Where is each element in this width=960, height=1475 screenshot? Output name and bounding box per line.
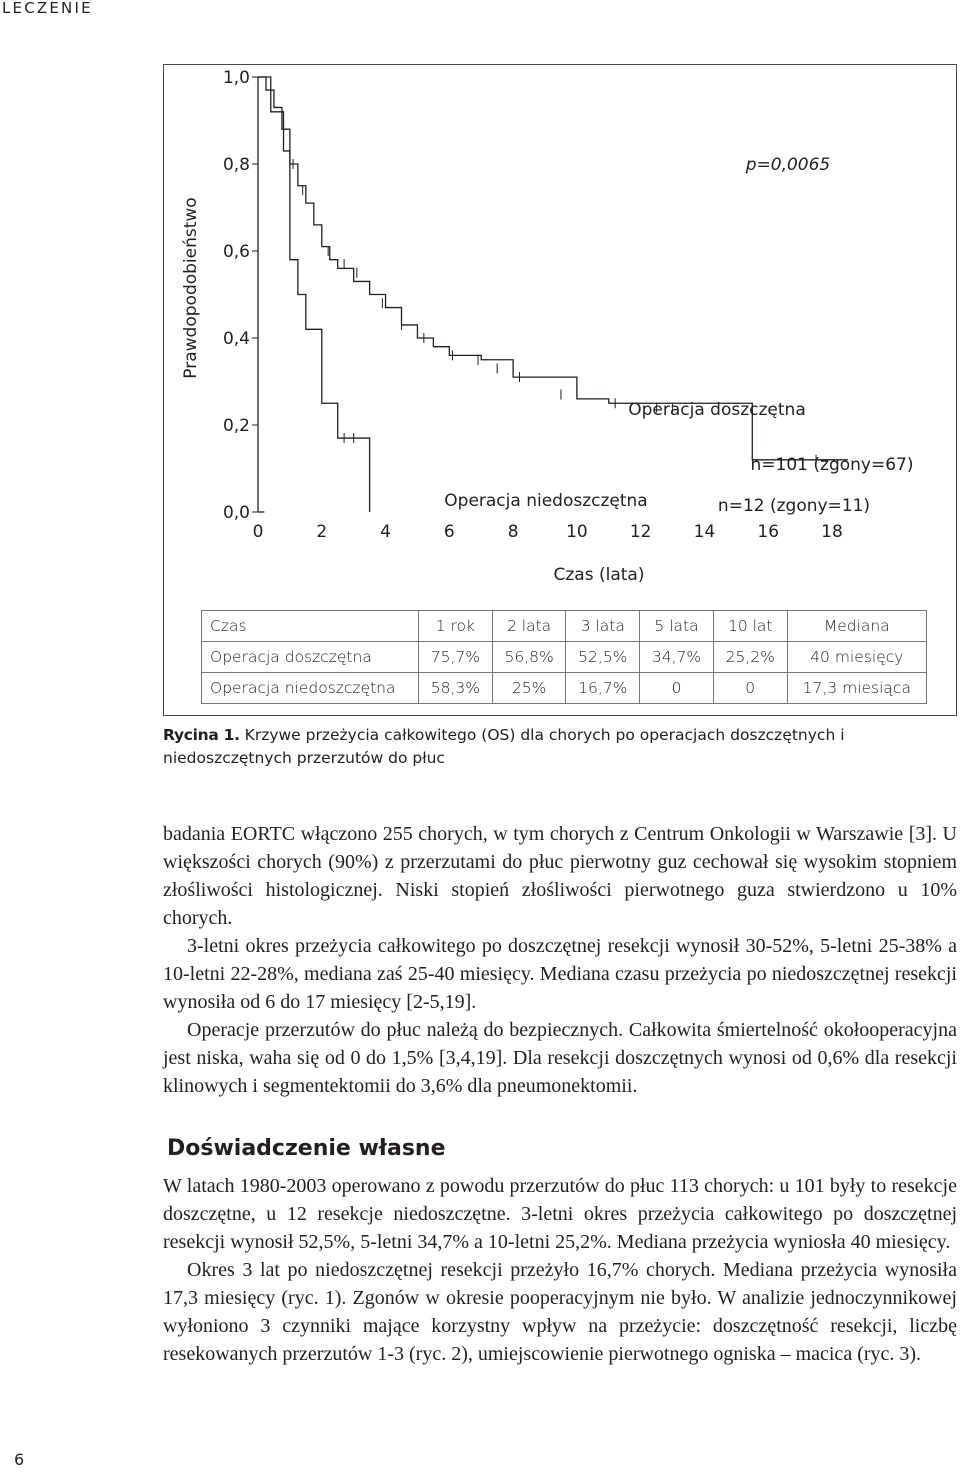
table-cell: Operacja niedoszczętna [202, 673, 419, 704]
y-tick-label: 0,2 [222, 416, 250, 436]
section-label: LECZENIE [2, 0, 93, 17]
survival-curves [258, 77, 848, 512]
table-cell: 25,2% [713, 642, 787, 673]
table-cell: 58,3% [419, 673, 493, 704]
x-tick-label: 18 [821, 522, 843, 542]
x-tick-label: 6 [443, 522, 455, 542]
table-header-cell: 2 lata [492, 611, 566, 642]
table-header-cell: 10 lat [713, 611, 787, 642]
table-cell: 16,7% [566, 673, 640, 704]
table-header-row [202, 611, 927, 642]
table-header-cell: Mediana [787, 611, 926, 642]
table-cell: 0 [713, 673, 787, 704]
table-cell: 25% [492, 673, 566, 704]
table-cell: Operacja doszczętna [202, 642, 419, 673]
x-tick-label: 0 [252, 522, 264, 542]
caption-label: Rycina 1. [163, 726, 240, 744]
x-axis-label: Czas (lata) [553, 565, 645, 585]
table-cell: 52,5% [566, 642, 640, 673]
y-tick-label: 0,6 [222, 242, 250, 262]
page-number: 6 [14, 1450, 25, 1469]
table-header-cell: 1 rok [419, 611, 493, 642]
paragraph: Okres 3 lat po niedoszczętnej resekcji przeżyło 16,7% chorych. Mediana przeżycia wynosiła 17,3 miesięcy (ryc. 1). Zgonów w okresie pooperacyjnym nie było. W analizie jednoczynnikowej wyłoniono 3 czynniki mające korzystny wpływ na przeżycie: doszczętność resekcji, liczbę resekowanych przerzutów 1-3 (ryc. 2), umiejscowienie pierwotnego ogniska – macica (ryc. 3). [163, 1259, 957, 1365]
table-cell: 40 miesięcy [787, 642, 926, 673]
y-tick-labels [223, 68, 250, 523]
table-cell: 0 [640, 673, 714, 704]
curve-incomplete-resection [258, 77, 370, 512]
paragraph: badania EORTC włączono 255 chorych, w tym chorych z Centrum Onkologii w Warszawie [3]. U większości chorych (90%) z przerzutami do płuc pierwotny guz cechował się wysokim stopniem złośliwości histologicznej. Niski stopień złośliwości pierwotnego guza stwierdzono u 10% chorych. [163, 823, 957, 929]
y-tick-label: 1,0 [222, 68, 250, 88]
x-tick-label: 8 [507, 522, 519, 542]
x-tick-label: 16 [757, 522, 780, 542]
series-label-complete: Operacja doszczętna [628, 400, 806, 420]
table-cell: 34,7% [640, 642, 714, 673]
caption-text: Krzywe przeżycia całkowitego (OS) dla chorych po operacjach doszczętnych i niedoszczętnych przerzutów do płuc [163, 726, 845, 767]
series-n-complete: n=101 (zgony=67) [750, 455, 914, 475]
p-value-label: p=0,0065 [745, 155, 831, 175]
body-text-lower [163, 1172, 957, 1368]
km-survival-chart [0, 0, 960, 600]
table-cell: 56,8% [492, 642, 566, 673]
table-cell: 75,7% [419, 642, 493, 673]
section-heading: Doświadczenie własne [167, 1136, 446, 1161]
table-header-cell: 3 lata [566, 611, 640, 642]
table-cell: 17,3 miesiąca [787, 673, 926, 704]
paragraph: Operacje przerzutów do płuc należą do bezpiecznych. Całkowita śmiertelność okołooperacyjna jest niska, waha się od 0 do 1,5% [3,4,19]. Dla resekcji doszczętnych wynosi od 0,6% dla resekcji klinowych i segmentektomii do 3,6% dla pneumonektomii. [163, 1019, 957, 1097]
x-tick-label: 4 [380, 522, 391, 542]
survival-summary-table [201, 610, 927, 704]
table-row [202, 673, 927, 704]
y-tick-label: 0,8 [222, 155, 250, 175]
y-tick-label: 0,4 [222, 329, 250, 349]
y-tick-label: 0,0 [222, 503, 250, 523]
table-row [202, 642, 927, 673]
chart-axes [252, 77, 264, 512]
series-label-incomplete: Operacja niedoszczętna [444, 491, 648, 511]
series-n-incomplete: n=12 (zgony=11) [717, 496, 871, 516]
paragraph: W latach 1980-2003 operowano z powodu przerzutów do płuc 113 chorych: u 101 były to resekcje doszczętne, u 12 resekcje niedoszczętne. 3-letni okres przeżycia całkowitego po doszczętnej resekcji wynosił 52,5%, 5-letni 34,7% a 10-letni 25,2%. Mediana przeżycia wyniosła 40 miesięcy. [163, 1175, 957, 1253]
x-tick-label: 12 [629, 522, 652, 542]
table-header-cell: Czas [202, 611, 419, 642]
paragraph: 3-letni okres przeżycia całkowitego po doszczętnej resekcji wynosił 30-52%, 5-letni 25-38% a 10-letni 22-28%, mediana zaś 25-40 miesięcy. Mediana czasu przeżycia po niedoszczętnej resekcji wynosiła od 6 do 17 miesięcy [2-5,19]. [163, 935, 957, 1013]
x-tick-label: 14 [693, 522, 716, 542]
x-tick-label: 2 [316, 522, 328, 542]
x-tick-labels [253, 522, 843, 542]
figure-caption [163, 724, 863, 770]
table-header-cell: 5 lata [640, 611, 714, 642]
x-tick-label: 10 [566, 522, 588, 542]
body-text-upper [163, 820, 957, 1100]
y-axis-label: Prawdopodobieństwo [181, 197, 201, 379]
